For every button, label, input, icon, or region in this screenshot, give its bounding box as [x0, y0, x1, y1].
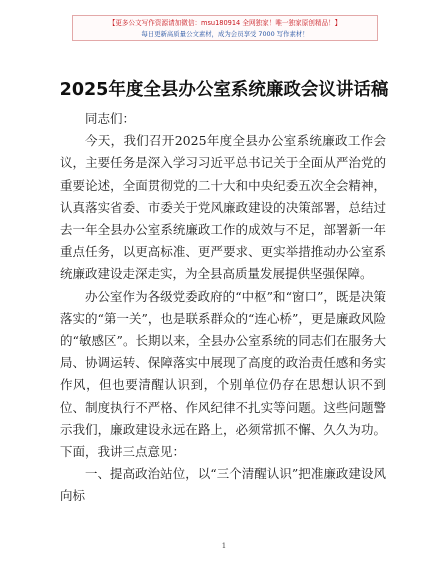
promo-banner [72, 15, 378, 41]
document-body [60, 108, 386, 508]
promo-banner-line1: 【更多公文写作资源请加微信：msu180914 全网独家！唯一独家原创精品！】 [108, 19, 342, 27]
promo-banner-line2: 每日更新高质量公文素材，成为会员享受 7000 写作素材！ [141, 30, 309, 38]
section-heading: 一、提高政治站位，以“三个清醒认识”把准廉政建设风向标 [60, 466, 386, 504]
page-number: 1 [221, 542, 227, 550]
salutation: 同志们： [85, 111, 136, 126]
document-title: 2025年度全县办公室系统廉政会议讲话稿 [59, 80, 389, 100]
body-paragraph-1: 今天，我们召开2025年度全县办公室系统廉政工作会议，主要任务是深入学习习近平总书记关于全面从严治党的重要论述，全面贯彻党的二十大和中央纪委五次全会精神，认真落实省委、市委关于党风廉政建设的决策部署，总结过去一年全县办公室系统廉政工作的成效与不足，部署新一年重点任务，以更高标准、更严要求、更实举措推动办公室系统廉政建设走深走实，为全县高质量发展提供坚强保障。 [60, 133, 386, 282]
body-paragraph-2: 办公室作为各级党委政府的“中枢”和“窗口”，既是决策落实的“第一关”，也是联系群众的“连心桥”，更是廉政风险的“敏感区”。长期以来，全县办公室系统的同志们在服务大局、协调运转、保障落实中展现了高度的政治责任感和务实作风，但也要清醒认识到，个别单位仍存在思想认识不到位、制度执行不严格、作风纪律不扎实等问题。这些问题警示我们，廉政建设永远在路上，必须常抓不懈、久久为功。下面，我讲三点意见： [60, 288, 386, 460]
